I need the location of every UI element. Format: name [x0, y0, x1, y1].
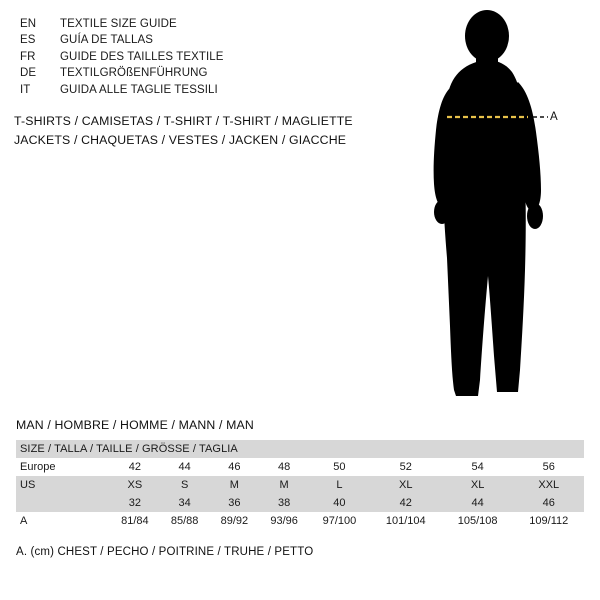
- cell-value: XXL: [514, 476, 584, 494]
- language-code: IT: [20, 83, 31, 96]
- language-list: [20, 16, 350, 98]
- language-text: GUÍA DE TALLAS: [60, 34, 154, 47]
- cell-value: 46: [514, 494, 584, 512]
- language-text: GUIDA ALLE TAGLIE TESSILI: [60, 83, 218, 96]
- language-text: TEXTILE SIZE GUIDE: [60, 18, 177, 30]
- cell-value: M: [210, 476, 260, 494]
- cell-value: 36: [210, 494, 260, 512]
- table-row: [16, 512, 584, 530]
- size-table: [16, 440, 584, 530]
- cell-value: 44: [160, 458, 210, 476]
- cell-value: 105/108: [442, 512, 514, 530]
- footer-note: A. (cm) CHEST / PECHO / POITRINE / TRUHE / PETTO: [16, 546, 314, 558]
- cell-value: 52: [370, 458, 442, 476]
- cell-value: 93/96: [259, 512, 309, 530]
- male-silhouette-figure: [400, 8, 600, 408]
- cell-value: 81/84: [110, 512, 160, 530]
- cell-value: 109/112: [514, 512, 584, 530]
- cell-value: 42: [110, 458, 160, 476]
- cell-value: 56: [514, 458, 584, 476]
- table-row: [16, 458, 584, 476]
- measurement-label-a: A: [550, 111, 558, 123]
- cell-value: 101/104: [370, 512, 442, 530]
- cell-value: 38: [259, 494, 309, 512]
- table-row: [16, 494, 584, 512]
- table-header-row: [16, 440, 584, 458]
- language-text: TEXTILGRÖßENFÜHRUNG: [60, 67, 208, 80]
- cell-value: 50: [309, 458, 370, 476]
- language-text: GUIDE DES TAILLES TEXTILE: [60, 50, 224, 63]
- language-row-it: [20, 82, 350, 98]
- category-jackets: JACKETS / CHAQUETAS / VESTES / JACKEN / GIACCHE: [14, 132, 347, 147]
- language-row-es: [20, 32, 350, 48]
- cell-value: XL: [442, 476, 514, 494]
- language-code: EN: [20, 18, 37, 30]
- cell-value: L: [309, 476, 370, 494]
- cell-value: 32: [110, 494, 160, 512]
- row-label-europe: Europe: [16, 458, 110, 476]
- language-row-en: [20, 16, 350, 32]
- section-heading-man: MAN / HOMBRE / HOMME / MANN / MAN: [16, 418, 254, 432]
- cell-value: 97/100: [309, 512, 370, 530]
- cell-value: S: [160, 476, 210, 494]
- row-label-a: A: [16, 512, 110, 530]
- language-code: FR: [20, 50, 36, 63]
- cell-value: M: [259, 476, 309, 494]
- cell-value: 42: [370, 494, 442, 512]
- language-row-de: [20, 65, 350, 81]
- language-row-fr: [20, 49, 350, 65]
- cell-value: 85/88: [160, 512, 210, 530]
- category-headings: [14, 112, 374, 149]
- language-code: ES: [20, 34, 36, 47]
- row-label-us: US: [16, 476, 110, 494]
- table-row: [16, 476, 584, 494]
- table-header-label: SIZE / TALLA / TAILLE / GRÖSSE / TAGLIA: [16, 440, 584, 458]
- cell-value: 46: [210, 458, 260, 476]
- row-label-us-numeric: [16, 494, 110, 512]
- cell-value: 44: [442, 494, 514, 512]
- cell-value: XS: [110, 476, 160, 494]
- cell-value: 48: [259, 458, 309, 476]
- cell-value: 54: [442, 458, 514, 476]
- category-tshirts: T-SHIRTS / CAMISETAS / T-SHIRT / T-SHIRT / MAGLIETTE: [14, 114, 353, 128]
- cell-value: 89/92: [210, 512, 260, 530]
- silhouette-svg: [400, 8, 600, 408]
- cell-value: 40: [309, 494, 370, 512]
- cell-value: 34: [160, 494, 210, 512]
- language-code: DE: [20, 67, 37, 80]
- cell-value: XL: [370, 476, 442, 494]
